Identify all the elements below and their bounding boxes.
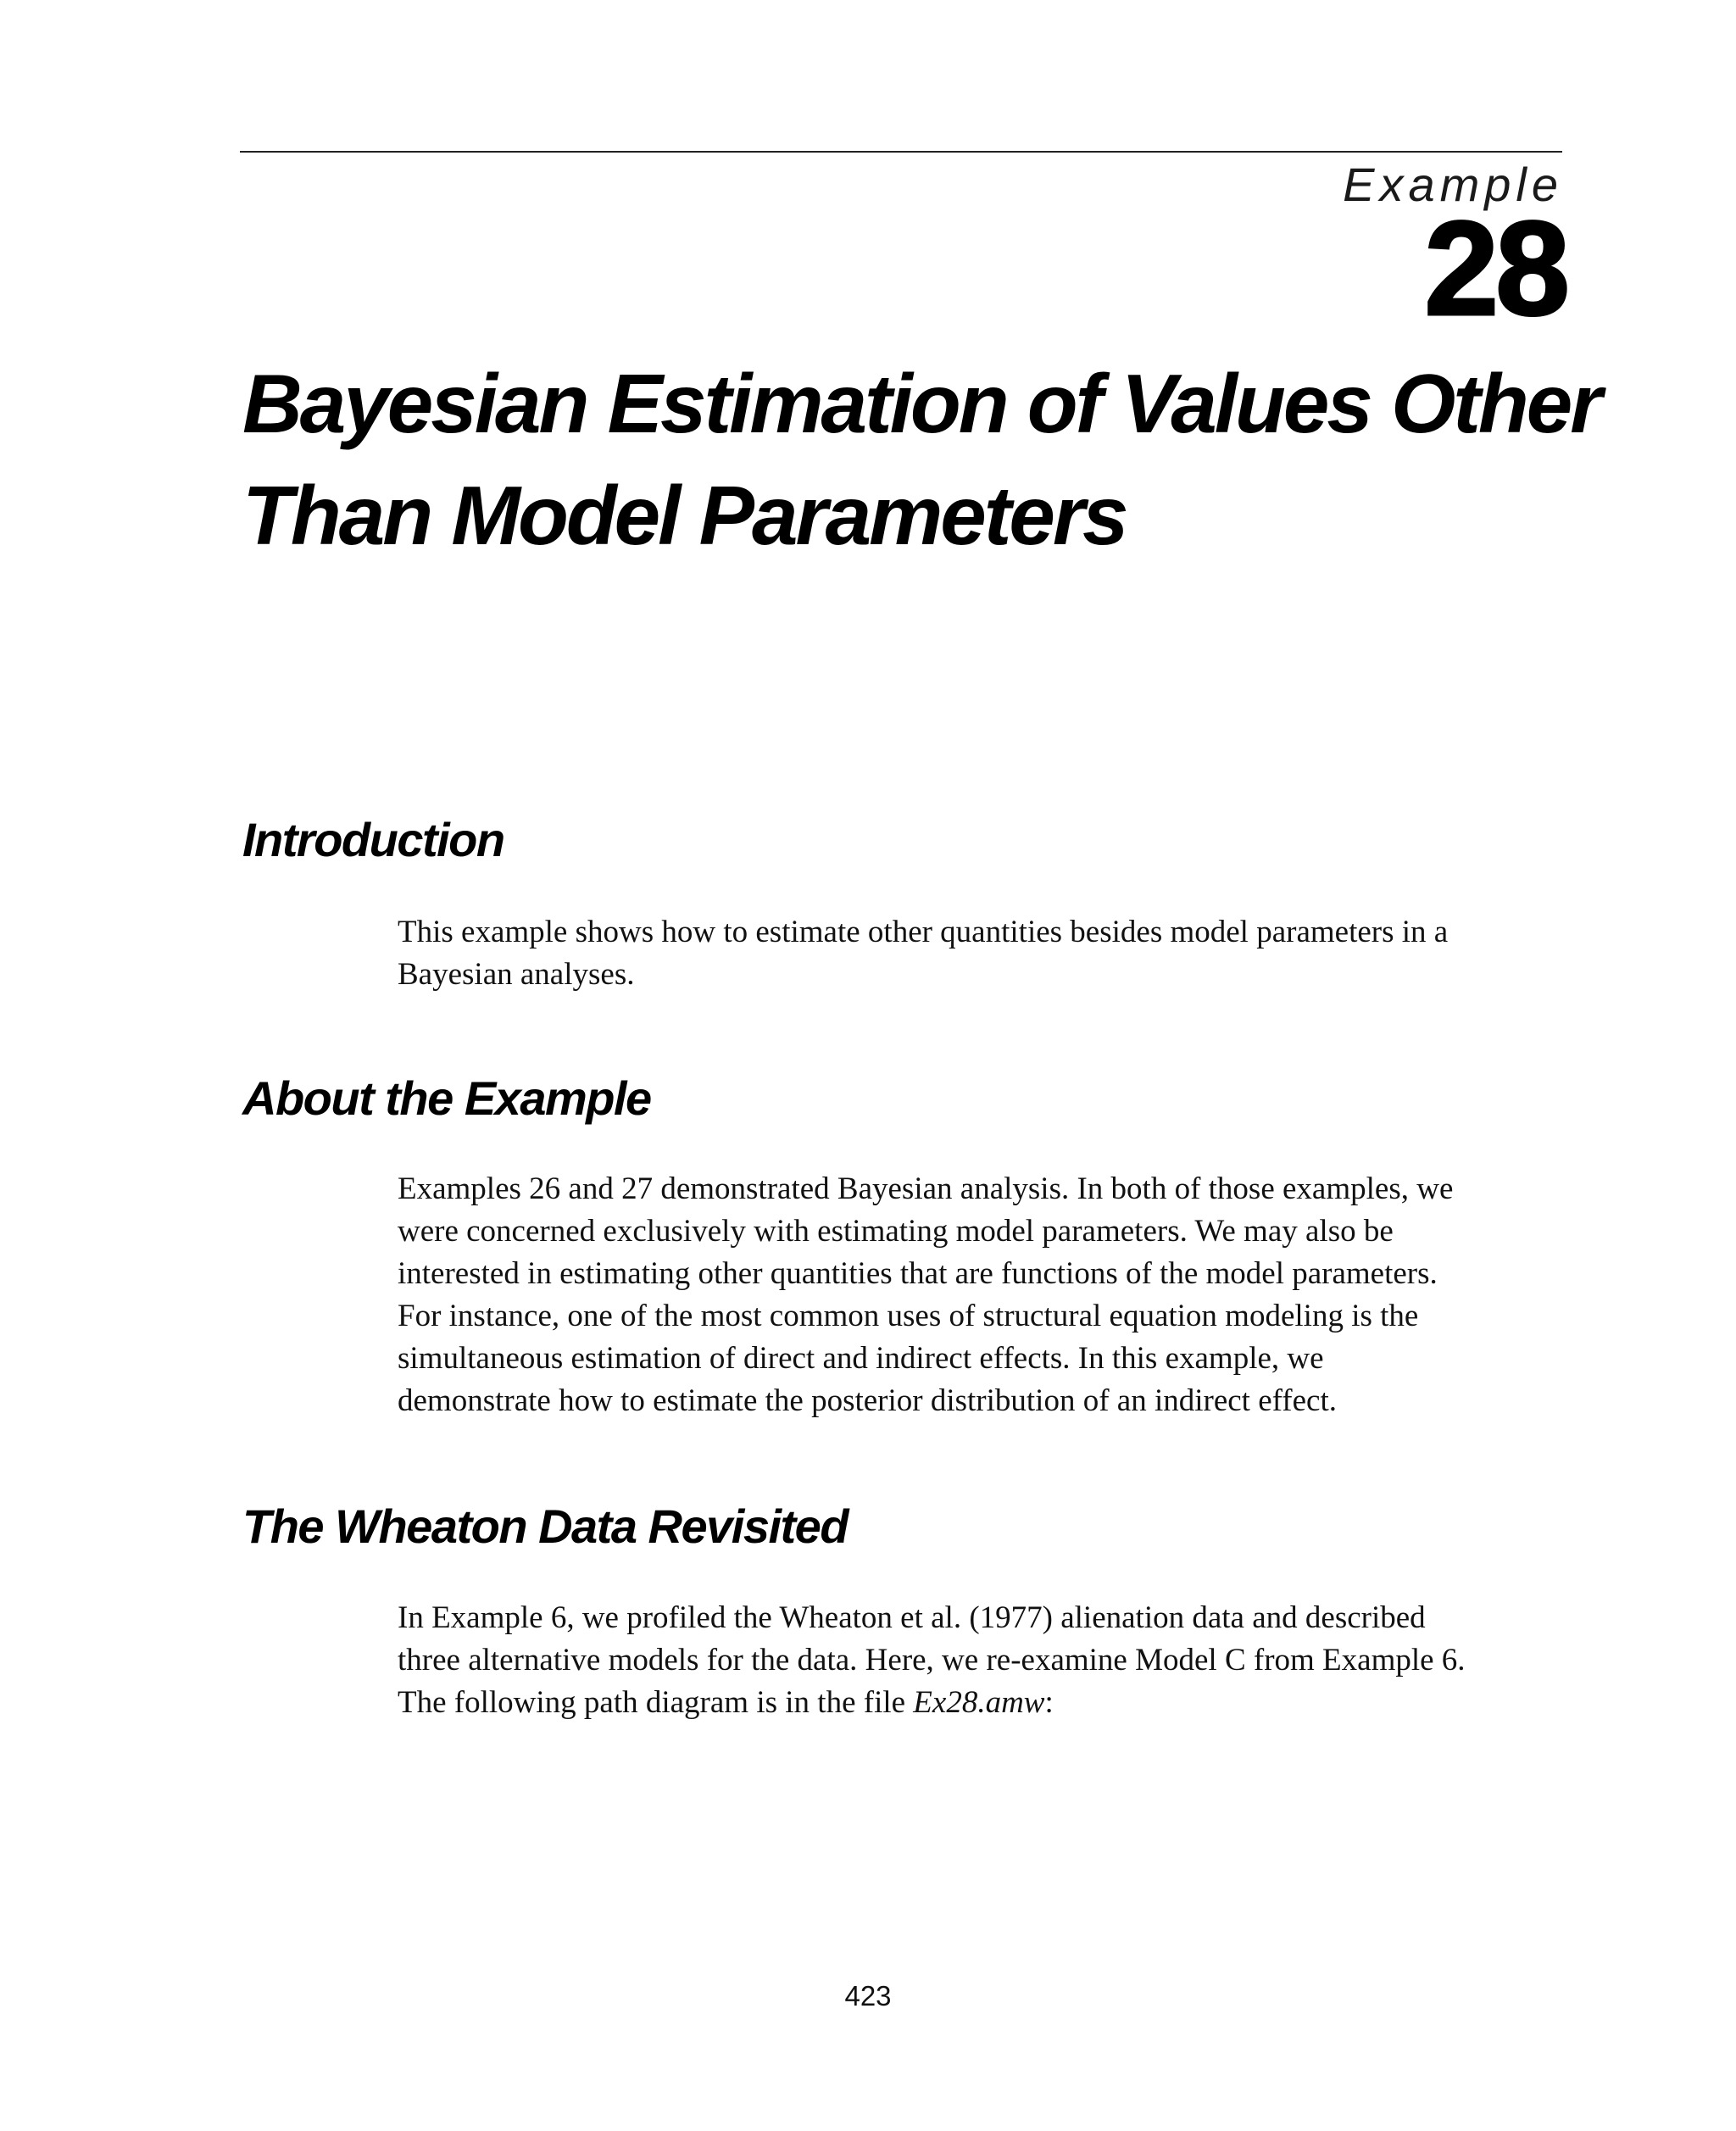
line-suffix: : <box>1044 1685 1054 1720</box>
paragraph-line: In Example 6, we profiled the Wheaton et al. (1977) alienation data and described <box>398 1600 1426 1635</box>
example-number: 28 <box>1424 194 1566 343</box>
paragraph-line: were concerned exclusively with estimating model parameters. We may also be <box>398 1214 1394 1249</box>
paragraph-line: demonstrate how to estimate the posterior distribution of an indirect effect. <box>398 1383 1337 1418</box>
chapter-title <box>242 348 1616 571</box>
wheaton-paragraph <box>398 1597 1601 1724</box>
paragraph-line <box>398 1682 1601 1724</box>
header-rule <box>240 151 1562 153</box>
paragraph-line: Bayesian analyses. <box>398 957 635 992</box>
introduction-paragraph <box>398 911 1601 996</box>
paragraph-line: Examples 26 and 27 demonstrated Bayesian analysis. In both of those examples, we <box>398 1171 1454 1206</box>
section-heading-wheaton: The Wheaton Data Revisited <box>242 1499 849 1553</box>
section-heading-about: About the Example <box>242 1071 651 1125</box>
chapter-title-line-1: Bayesian Estimation of Values Other <box>242 357 1600 450</box>
page-number: 423 <box>844 1980 892 2011</box>
filename: Ex28.amw <box>913 1685 1045 1720</box>
section-heading-introduction: Introduction <box>242 813 504 866</box>
line-prefix: The following path diagram is in the file <box>398 1685 914 1720</box>
paragraph-line: interested in estimating other quantities that are functions of the model parameters. <box>398 1256 1438 1291</box>
example-label: Example <box>1343 158 1563 211</box>
about-paragraph <box>398 1168 1601 1422</box>
paragraph-line: This example shows how to estimate other quantities besides model parameters in a <box>398 915 1449 949</box>
paragraph-line: three alternative models for the data. Here, we re-examine Model C from Example 6. <box>398 1643 1466 1678</box>
paragraph-line: For instance, one of the most common uses of structural equation modeling is the <box>398 1299 1419 1333</box>
chapter-title-line-2: Than Model Parameters <box>242 469 1127 562</box>
paragraph-line: simultaneous estimation of direct and indirect effects. In this example, we <box>398 1341 1324 1376</box>
